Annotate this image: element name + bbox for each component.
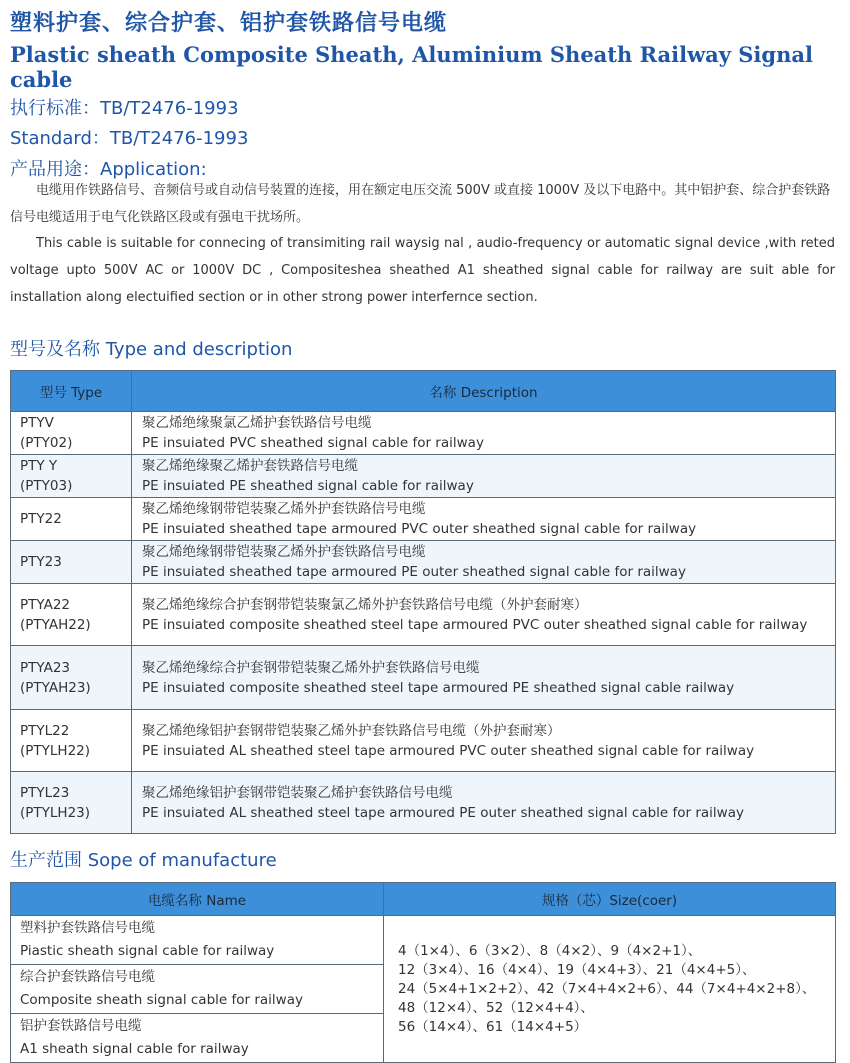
type-description-table — [10, 370, 836, 834]
type-code: PTY Y — [20, 458, 58, 474]
table-row — [11, 710, 836, 772]
table-row — [11, 646, 836, 710]
application-label: 产品用途：Application: — [10, 159, 207, 180]
page-title-english: Plastic sheath Composite Sheath, Aluminium Sheath Railway Signal cable — [10, 42, 813, 92]
description-chinese: 聚乙烯绝缘钢带铠装聚乙烯外护套铁路信号电缆 — [142, 501, 426, 517]
table-row — [11, 916, 836, 965]
table-row — [11, 498, 836, 541]
description-chinese: 聚乙烯绝缘铝护套钢带铠装聚乙烯护套铁路信号电缆 — [142, 784, 453, 801]
type-code: PTY22 — [20, 511, 62, 527]
type-code: PTYL23 — [20, 784, 70, 801]
size-column-header: 规格（芯）Size(coer) — [384, 883, 836, 916]
description-chinese: 聚乙烯绝缘钢带铠装聚乙烯外护套铁路信号电缆 — [142, 544, 426, 560]
cable-name-chinese: 综合护套铁路信号电缆 — [20, 969, 155, 985]
type-cell — [11, 498, 132, 541]
standard-english: Standard：TB/T2476-1993 — [10, 128, 249, 149]
application-text-chinese: 电缆用作铁路信号、音频信号或自动信号装置的连接，用在额定电压交流 500V 或直接 1000V 及以下电路中。其中铝护套、综合护套铁路信号电缆适用于电气化铁路区段或有强电干扰场所。 — [10, 183, 831, 225]
type-alt-code: (PTYLH23) — [20, 804, 91, 821]
description-english: PE insuiated sheathed tape armoured PE outer sheathed signal cable for railway — [142, 564, 686, 580]
description-english: PE insuiated PE sheathed signal cable for railway — [142, 478, 474, 494]
description-english: PE insuiated sheathed tape armoured PVC outer sheathed signal cable for railway — [142, 521, 697, 537]
description-cell — [132, 646, 836, 710]
description-chinese: 聚乙烯绝缘聚乙烯护套铁路信号电缆 — [142, 458, 358, 474]
type-cell — [11, 646, 132, 710]
type-table-header-row — [11, 371, 836, 412]
size-list-cell — [384, 916, 836, 1063]
cable-name-english: Piastic sheath signal cable for railway — [20, 943, 275, 959]
description-english: PE insuiated composite sheathed steel tape armoured PVC outer sheathed signal cable for railway — [142, 616, 808, 633]
type-alt-code: (PTYAH22) — [20, 616, 91, 633]
description-chinese: 聚乙烯绝缘聚氯乙烯护套铁路信号电缆 — [142, 415, 372, 431]
cable-name-cell — [11, 916, 384, 965]
cable-name-english: A1 sheath signal cable for railway — [20, 1041, 249, 1057]
cable-name-chinese: 铝护套铁路信号电缆 — [20, 1018, 142, 1034]
table-row — [11, 584, 836, 646]
description-chinese: 聚乙烯绝缘铝护套钢带铠装聚乙烯外护套铁路信号电缆（外护套耐寒） — [142, 722, 561, 739]
name-column-header: 电缆名称 Name — [11, 883, 384, 916]
cable-name-cell — [11, 965, 384, 1014]
type-code: PTY23 — [20, 554, 62, 570]
description-cell — [132, 710, 836, 772]
scope-section-title: 生产范围 Sope of manufacture — [10, 850, 277, 871]
description-english: PE insuiated composite sheathed steel tape armoured PE sheathed signal cable railway — [142, 679, 735, 696]
type-alt-code: (PTYAH23) — [20, 679, 91, 696]
type-cell — [11, 541, 132, 584]
type-cell — [11, 710, 132, 772]
description-column-header: 名称 Description — [132, 371, 836, 412]
description-cell — [132, 541, 836, 584]
type-column-header: 型号 Type — [11, 371, 132, 412]
application-text-english: This cable is suitable for connecing of transimiting rail waysig nal , audio-frequency or automatic signal device ,with reted voltage upto 500V AC or 1000V DC , Compositeshea sheathed A1 sheathed signal cable for railway are suit able for installation along electuified section or in other strong power interfernce section. — [10, 236, 835, 305]
description-cell — [132, 584, 836, 646]
cable-name-english: Composite sheath signal cable for railway — [20, 992, 303, 1008]
description-cell — [132, 412, 836, 455]
description-english: PE insuiated AL sheathed steel tape armoured PE outer sheathed signal cable for railway — [142, 804, 744, 821]
type-cell — [11, 584, 132, 646]
type-code: PTYL22 — [20, 722, 70, 739]
type-cell — [11, 455, 132, 498]
description-chinese: 聚乙烯绝缘综合护套钢带铠装聚乙烯外护套铁路信号电缆 — [142, 659, 480, 676]
description-english: PE insuiated PVC sheathed signal cable for railway — [142, 435, 484, 451]
size-line: 12（3×4）、16（4×4）、19（4×4+3）、21（4×4+5）、 — [398, 961, 756, 978]
type-cell — [11, 772, 132, 834]
type-code: PTYV — [20, 415, 54, 431]
type-code: PTYA23 — [20, 659, 70, 676]
description-cell — [132, 455, 836, 498]
type-code: PTYA22 — [20, 596, 70, 613]
scope-manufacture-table — [10, 882, 836, 1063]
description-chinese: 聚乙烯绝缘综合护套钢带铠装聚氯乙烯外护套铁路信号电缆（外护套耐寒） — [142, 596, 588, 613]
cable-name-chinese: 塑料护套铁路信号电缆 — [20, 920, 155, 936]
table-row — [11, 772, 836, 834]
type-section-title: 型号及名称 Type and description — [10, 339, 293, 360]
cable-name-cell — [11, 1014, 384, 1063]
table-row — [11, 541, 836, 584]
description-cell — [132, 772, 836, 834]
size-line: 48（12×4）、52（12×4+4）、 — [398, 999, 594, 1016]
size-line: 4（1×4）、6（3×2）、8（4×2）、9（4×2+1）、 — [398, 942, 702, 959]
size-line: 56（14×4）、61（14×4+5） — [398, 1018, 588, 1035]
scope-table-header-row — [11, 883, 836, 916]
description-english: PE insuiated AL sheathed steel tape armoured PVC outer sheathed signal cable for railway — [142, 742, 755, 759]
description-cell — [132, 498, 836, 541]
type-alt-code: (PTY03) — [20, 478, 73, 494]
table-row — [11, 412, 836, 455]
type-alt-code: (PTY02) — [20, 435, 73, 451]
standard-chinese: 执行标准：TB/T2476-1993 — [10, 98, 239, 119]
page-title-chinese: 塑料护套、综合护套、铝护套铁路信号电缆 — [10, 10, 448, 36]
type-cell — [11, 412, 132, 455]
type-alt-code: (PTYLH22) — [20, 742, 91, 759]
table-row — [11, 455, 836, 498]
size-line: 24（5×4+1×2+2）、42（7×4+4×2+6）、44（7×4+4×2+8）、 — [398, 980, 816, 997]
